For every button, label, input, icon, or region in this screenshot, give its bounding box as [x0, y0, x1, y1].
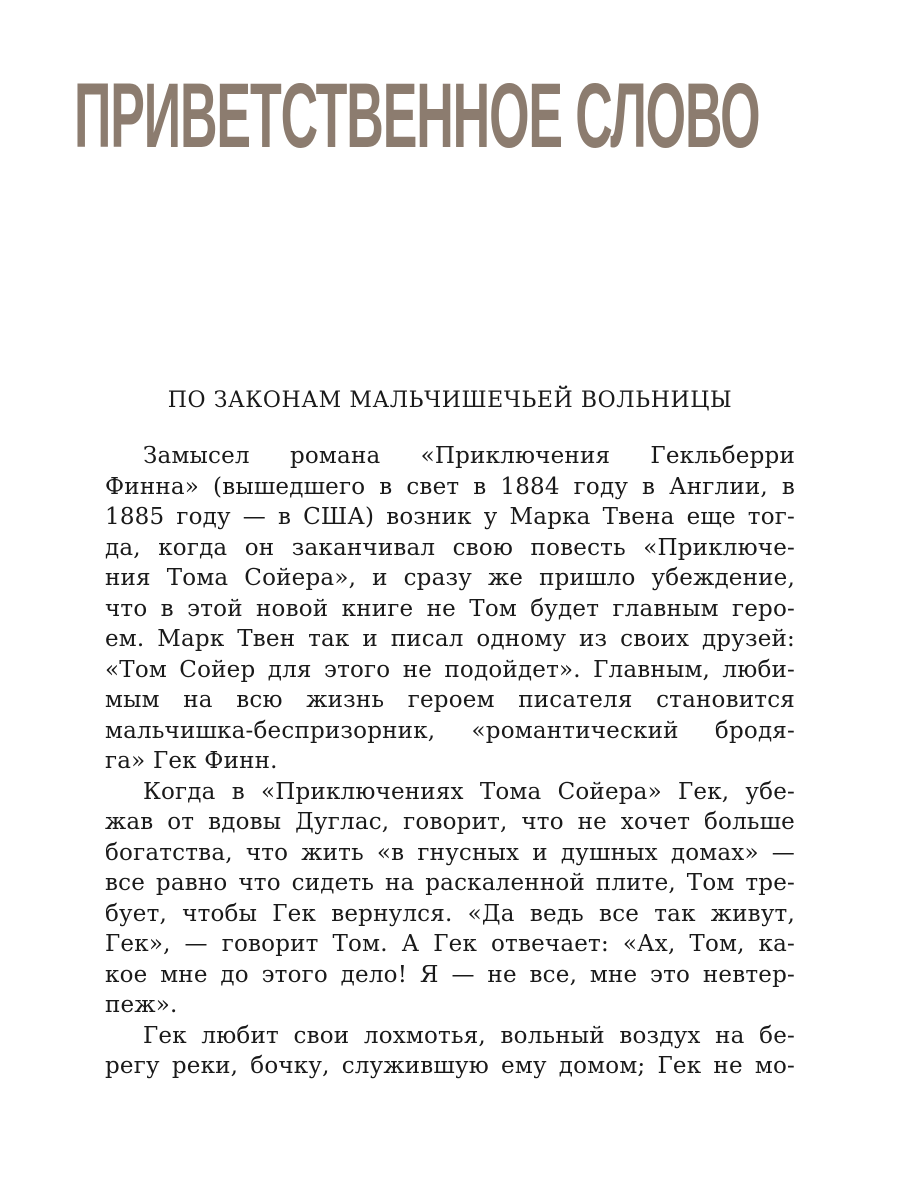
- text-line: Финна» (вышедшего в свет в 1884 году в Англии, в: [105, 473, 795, 500]
- text-line: Замысел романа «Приключения Гекльберри: [143, 443, 795, 469]
- text-line: богатства, что жить «в гнусных и душных домах» —: [105, 839, 795, 866]
- text-line: 1885 году — в США) возник у Марка Твена еще тог-: [105, 504, 795, 530]
- text-line: ния Тома Сойера», и сразу же пришло убеждение,: [105, 565, 795, 591]
- text-line: бует, чтобы Гек вернулся. «Да ведь все так живут,: [105, 900, 795, 927]
- text-line: кое мне до этого дело! Я — не все, мне это невтер-: [105, 961, 795, 988]
- text-line: га» Гек Финн.: [105, 748, 278, 774]
- text-line: «Том Сойер для этого не подойдет». Главным, люби-: [105, 656, 795, 683]
- text-line: жав от вдовы Дуглас, говорит, что не хочет больше: [105, 809, 795, 835]
- text-line: Когда в «Приключениях Тома Сойера» Гек, убе-: [143, 778, 795, 805]
- text-line: Гек любит свои лохмотья, вольный воздух на бе-: [143, 1022, 795, 1049]
- text-line: что в этой новой книге не Том будет главным геро-: [105, 595, 795, 622]
- text-line: мым на всю жизнь героем писателя становится: [105, 687, 795, 713]
- text-line: ем. Марк Твен так и писал одному из своих друзей:: [105, 626, 795, 652]
- text-line: Гек», — говорит Том. А Гек отвечает: «Ах, Том, ка-: [105, 931, 795, 957]
- section-title: ПО ЗАКОНАМ МАЛЬЧИШЕЧЬЕЙ ВОЛЬНИЦЫ: [167, 388, 733, 413]
- page-heading: ПРИВЕТСТВЕННОЕ СЛОВО: [74, 65, 760, 167]
- body-text: [105, 441, 795, 1082]
- text-line: мальчишка-беспризорник, «романтический бродя-: [105, 717, 795, 744]
- text-line: регу реки, бочку, служившую ему домом; Гек не мо-: [105, 1053, 795, 1079]
- text-line: все равно что сидеть на раскаленной плите, Том тре-: [105, 870, 795, 896]
- text-line: пеж».: [105, 992, 178, 1018]
- text-line: да, когда он заканчивал свою повесть «Приключе-: [105, 534, 795, 561]
